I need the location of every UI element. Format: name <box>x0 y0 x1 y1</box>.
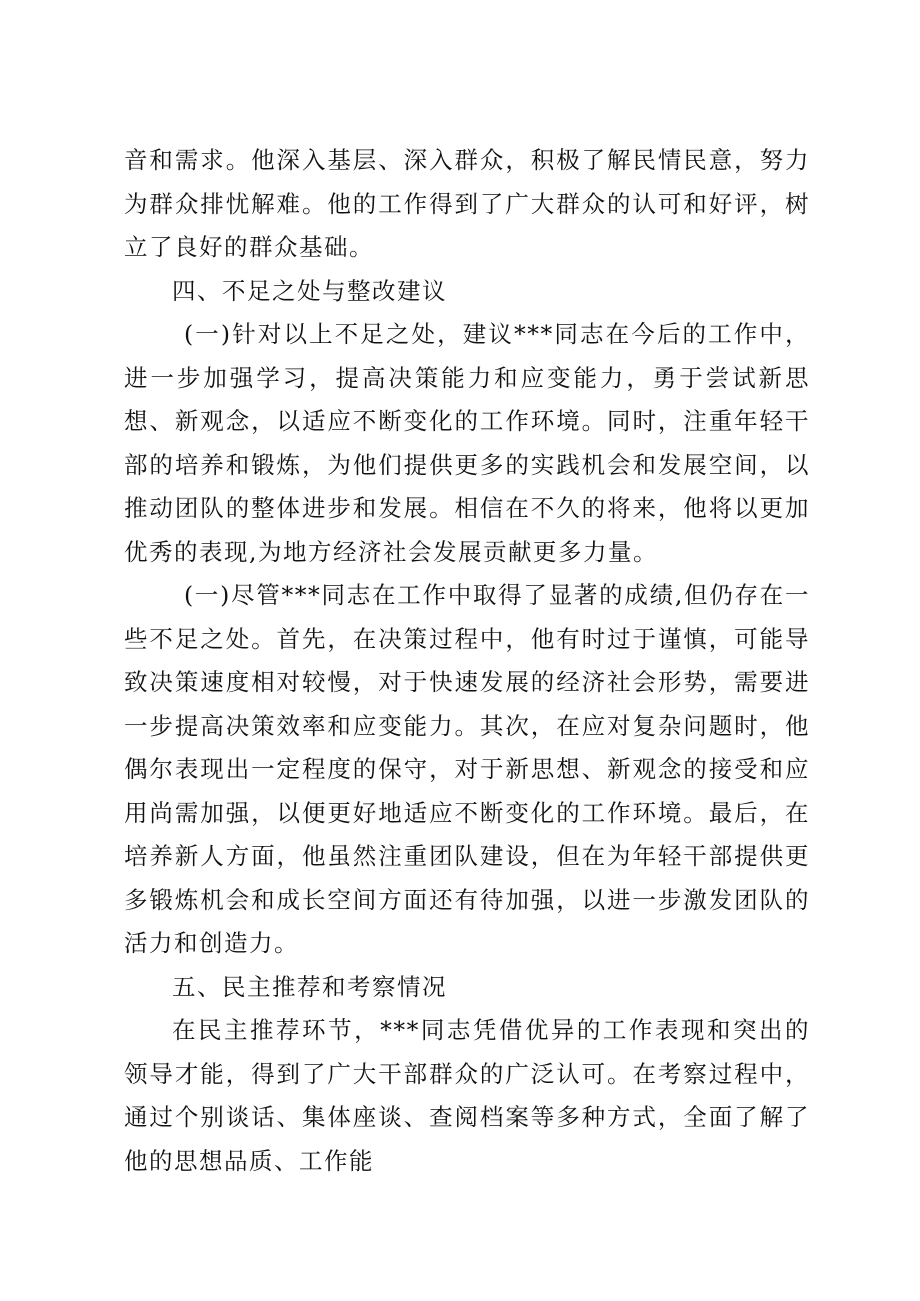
document-body <box>124 139 810 1183</box>
section-heading-recommendation: 五、民主推荐和考察情况 <box>172 972 447 1001</box>
paragraph-democratic-recommendation: 在民主推荐环节，***同志凭借优异的工作表现和突出的领导才能，得到了广大干部群众的广泛认可。在考察过程中，通过个别谈话、集体座谈、查阅档案等多种方式，全面了解了他的思想品质、工作能 <box>124 1016 810 1175</box>
section-heading-shortcomings: 四、不足之处与整改建议 <box>172 276 447 305</box>
paragraph-shortcomings-detail: (一)尽管***同志在工作中取得了显著的成绩,但仍存在一些不足之处。首先，在决策过程中，他有时过于谨慎，可能导致决策速度相对较慢，对于快速发展的经济社会形势，需要进一步提高决策效率和应变能力。其次，在应对复杂问题时，他偶尔表现出一定程度的保守，对于新思想、新观念的接受和应用尚需加强，以便更好地适应不断变化的工作环境。最后，在培养新人方面，他虽然注重团队建设，但在为年轻干部提供更多锻炼机会和成长空间方面还有待加强，以进一步激发团队的活力和创造力。 <box>124 581 810 957</box>
paragraph-rectification-suggestion: (一)针对以上不足之处，建议***同志在今后的工作中，进一步加强学习，提高决策能力和应变能力，勇于尝试新思想、新观念，以适应不断变化的工作环境。同时，注重年轻干部的培养和锻炼，为他们提供更多的实践机会和发展空间，以推动团队的整体进步和发展。相信在不久的将来，他将以更加优秀的表现,为地方经济社会发展贡献更多力量。 <box>124 320 810 566</box>
paragraph-masses-foundation: 音和需求。他深入基层、深入群众，积极了解民情民意，努力为群众排忧解难。他的工作得到了广大群众的认可和好评，树立了良好的群众基础。 <box>124 146 810 261</box>
